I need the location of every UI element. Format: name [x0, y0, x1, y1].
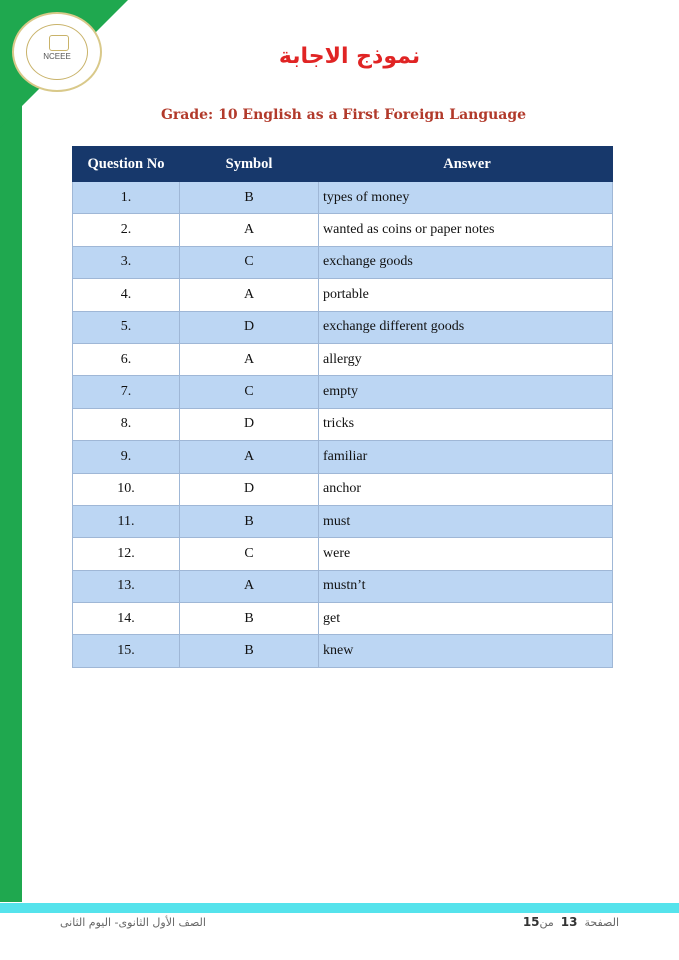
question-number-cell: 5.: [73, 311, 180, 343]
symbol-cell: D: [180, 311, 319, 343]
table-row: [73, 505, 613, 537]
question-number-cell: 1.: [73, 182, 180, 214]
page-label: الصفحة: [584, 916, 619, 929]
footer-page-number: [523, 915, 619, 929]
symbol-cell: A: [180, 279, 319, 311]
symbol-cell: A: [180, 214, 319, 246]
symbol-cell: A: [180, 441, 319, 473]
table-row: [73, 343, 613, 375]
answer-cell: familiar: [319, 441, 613, 473]
symbol-cell: B: [180, 182, 319, 214]
table-row: [73, 538, 613, 570]
answer-cell: portable: [319, 279, 613, 311]
answer-cell: allergy: [319, 343, 613, 375]
answer-cell: must: [319, 505, 613, 537]
answer-cell: empty: [319, 376, 613, 408]
total-pages: 15: [522, 915, 540, 929]
table-row: [73, 635, 613, 667]
symbol-cell: D: [180, 408, 319, 440]
symbol-cell: D: [180, 473, 319, 505]
question-number-cell: 14.: [73, 603, 180, 635]
table-header-row: [73, 147, 613, 182]
question-number-cell: 13.: [73, 570, 180, 602]
question-number-cell: 10.: [73, 473, 180, 505]
symbol-cell: B: [180, 635, 319, 667]
question-number-cell: 9.: [73, 441, 180, 473]
symbol-cell: B: [180, 505, 319, 537]
answer-cell: knew: [319, 635, 613, 667]
table-row: [73, 473, 613, 505]
question-number-cell: 2.: [73, 214, 180, 246]
table-row: [73, 570, 613, 602]
question-number-cell: 6.: [73, 343, 180, 375]
current-page: 13: [560, 915, 578, 929]
symbol-cell: C: [180, 246, 319, 278]
question-number-cell: 15.: [73, 635, 180, 667]
header-answer: Answer: [319, 147, 613, 182]
answer-key-title: نموذج الاجابة: [278, 44, 421, 69]
answer-cell: tricks: [319, 408, 613, 440]
footer-cyan-bar: [0, 903, 679, 913]
symbol-cell: B: [180, 603, 319, 635]
table-row: [73, 376, 613, 408]
answer-table: [72, 146, 613, 668]
answer-cell: exchange different goods: [319, 311, 613, 343]
header-question-no: Question No: [73, 147, 180, 182]
symbol-cell: C: [180, 376, 319, 408]
answer-cell: anchor: [319, 473, 613, 505]
table-row: [73, 246, 613, 278]
table-row: [73, 311, 613, 343]
table-row: [73, 182, 613, 214]
logo-text: NCEEE: [43, 52, 71, 61]
table-row: [73, 408, 613, 440]
symbol-cell: A: [180, 343, 319, 375]
answer-table-body: [73, 182, 613, 668]
question-number-cell: 11.: [73, 505, 180, 537]
answer-cell: types of money: [319, 182, 613, 214]
question-number-cell: 3.: [73, 246, 180, 278]
symbol-cell: A: [180, 570, 319, 602]
symbol-cell: C: [180, 538, 319, 570]
table-row: [73, 279, 613, 311]
answer-cell: exchange goods: [319, 246, 613, 278]
table-row: [73, 603, 613, 635]
table-row: [73, 214, 613, 246]
question-number-cell: 7.: [73, 376, 180, 408]
question-number-cell: 4.: [73, 279, 180, 311]
question-number-cell: 12.: [73, 538, 180, 570]
answer-cell: get: [319, 603, 613, 635]
answer-cell: were: [319, 538, 613, 570]
grade-subject-title: Grade: 10 English as a First Foreign Language: [160, 107, 527, 123]
table-row: [73, 441, 613, 473]
of-label: من: [539, 916, 554, 929]
answer-cell: wanted as coins or paper notes: [319, 214, 613, 246]
left-green-bar: [0, 0, 22, 902]
answer-cell: mustn’t: [319, 570, 613, 602]
header-symbol: Symbol: [180, 147, 319, 182]
footer-grade-day: الصف الأول الثانوى- اليوم الثانى: [60, 916, 206, 929]
question-number-cell: 8.: [73, 408, 180, 440]
